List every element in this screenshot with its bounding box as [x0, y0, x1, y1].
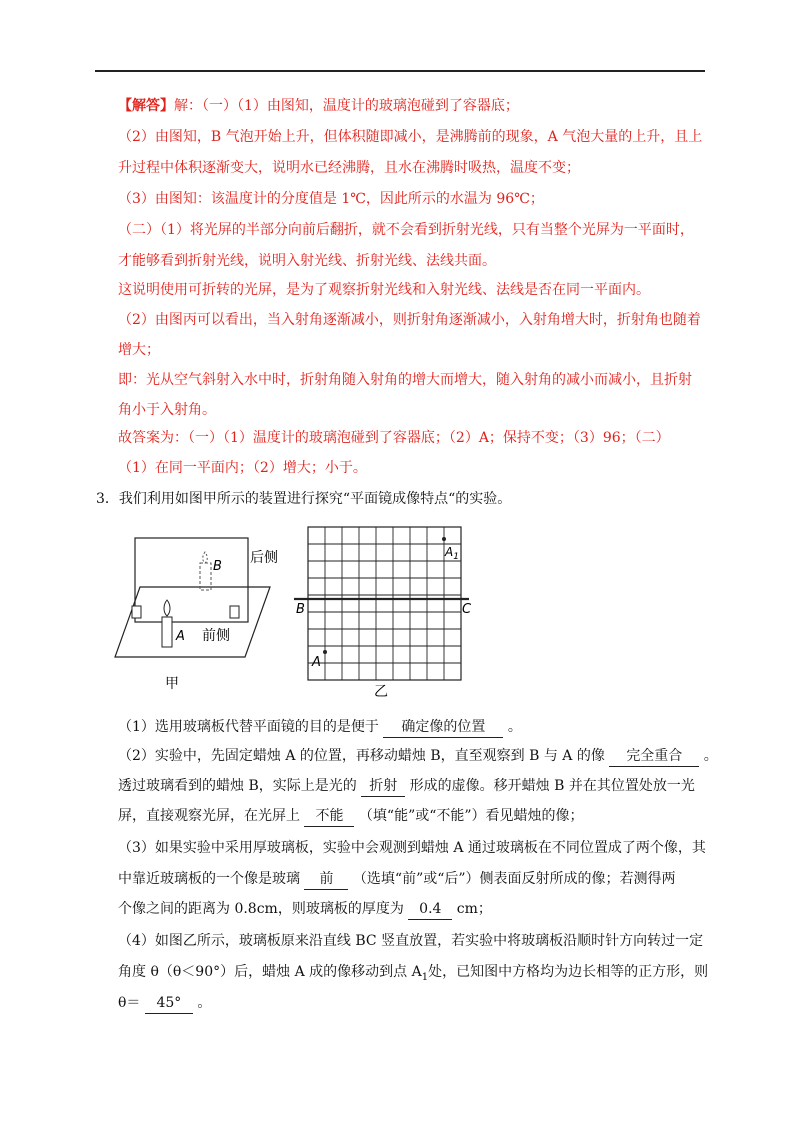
answer-line-6: 才能够看到折射光线，说明入射光线、折射光线、法线共面。: [118, 253, 496, 269]
label-a-yi: A: [312, 655, 321, 670]
q3-line-1: （3）如果实验中采用厚玻璃板，实验中会观测到蜡烛 A 通过玻璃板在不同位置成了两个像，其: [118, 840, 706, 856]
q4-line-1: （4）如图乙所示，玻璃板原来沿直线 BC 竖直放置，若实验中将玻璃板沿顺时针方向转过一定: [118, 933, 704, 949]
q2-text-1: （2）实验中，先固定蜡烛 A 的位置，再移动蜡烛 B，直至观察到 B 与 A 的像: [118, 748, 605, 764]
q3-line-3: [118, 899, 492, 920]
question-number: 3．: [96, 491, 119, 507]
caption-yi: 乙: [374, 684, 388, 698]
q1-end: 。: [507, 719, 522, 735]
grid: [308, 527, 461, 680]
label-b: B: [213, 559, 222, 574]
candle-b: [200, 563, 211, 590]
answer-line-3: 升过程中体积逐渐变大，说明水已经沸腾，且水在沸腾时吸热，温度不变；: [118, 160, 580, 176]
point-a: [323, 650, 327, 654]
answer-line-9: 增大；: [118, 342, 160, 358]
figure-yi: [290, 520, 475, 698]
answer-line-12: 故答案为：（一）（1）温度计的玻璃泡碰到了容器底；（2）A；保持不变；（3）96；（二）: [118, 430, 670, 446]
answer-line-7: 这说明使用可折转的光屏，是为了观察折射光线和入射光线、法线是否在同一平面内。: [118, 282, 650, 298]
q4-text-2: 角度 θ（θ＜90°）后，蜡烛 A 成的像移动到点 A: [118, 964, 422, 980]
q3-text-3: 个像之间的距离为 0.8cm，则玻璃板的厚度为: [118, 901, 404, 917]
q4-subscript: 1: [421, 971, 429, 983]
q1-answer: 确定像的位置: [383, 717, 503, 738]
q2-text-2: 透过玻璃看到的蜡烛 B，实际上是光的: [118, 778, 357, 794]
q3-text-3b: cm；: [456, 901, 492, 917]
q1-text: （1）选用玻璃板代替平面镜的目的是便于: [118, 719, 379, 735]
q4-end: 。: [197, 995, 212, 1011]
q2-line-3: [118, 806, 584, 827]
answer-tag: 【解答】: [118, 98, 174, 114]
q4-answer: 45°: [145, 993, 193, 1014]
point-a1: [442, 537, 446, 541]
q1-line: [118, 717, 522, 738]
q2-text-2b: 形成的虚像。移开蜡烛 B 并在其位置处放一光: [409, 778, 695, 794]
question-stem: [96, 489, 511, 509]
q3-text-2b: （选填“前”或“后”）侧表面反射所成的像；若测得两: [352, 871, 676, 887]
clamp-left: [132, 606, 141, 618]
label-b-yi: B: [296, 602, 305, 617]
candle-a-flame-icon: [164, 600, 170, 616]
q4-text-2b: 处，已知图中方格均为边长相等的正方形，则: [428, 964, 709, 980]
q4-line-2: [118, 962, 708, 988]
q3-line-2: [118, 869, 676, 890]
label-a1-yi: $A_1$: [445, 545, 459, 562]
q2-answer-1: 完全重合: [609, 746, 699, 767]
label-front: 前侧: [202, 628, 230, 644]
q2-end-1: 。: [703, 748, 718, 764]
question-stem-text: 我们利用如图甲所示的装置进行探究“平面镜成像特点“的实验。: [118, 491, 512, 507]
answer-line-8: （2）由图丙可以看出，当入射角逐渐减小，则折射角逐渐减小，入射角增大时，折射角也随着: [118, 312, 701, 328]
figure-jia: [110, 530, 285, 690]
q2-line-2: [118, 776, 695, 797]
label-c-yi: C: [462, 602, 472, 617]
clamp-right: [230, 606, 239, 618]
answer-line-1: [118, 96, 519, 116]
answer-line-10: 即：光从空气斜射入水中时，折射角随入射角的增大而增大，随入射角的减小而减小，且折射: [118, 372, 692, 388]
q2-text-3: 屏，直接观察光屏，在光屏上: [118, 808, 300, 824]
answer-line-11: 角小于入射角。: [118, 402, 216, 418]
answer-line-5: （二）（1）将光屏的半部分向前后翻折，就不会看到折射光线，只有当整个光屏为一平面时，: [118, 222, 694, 238]
answer-line-13: （1）在同一平面内；（2）增大；小于。: [118, 460, 367, 476]
q2-answer-2: 折射: [361, 776, 405, 797]
q4-line-3: [118, 993, 211, 1014]
label-a: A: [176, 629, 185, 644]
q3-answer-1: 前: [304, 869, 348, 890]
answer-line-4: （3）由图知：该温度计的分度值是 1℃，因此所示的水温为 96℃；: [118, 191, 544, 207]
q3-answer-2: 0.4: [408, 899, 452, 920]
caption-jia: 甲: [165, 676, 179, 690]
q2-answer-3: 不能: [304, 806, 354, 827]
label-back: 后侧: [250, 550, 278, 566]
candle-a: [162, 617, 172, 647]
answer-line-2: （2）由图知，B 气泡开始上升，但体积随即减小，是沸腾前的现象，A 气泡大量的上升，且上: [118, 129, 703, 145]
answer-text: 解：（一）（1）由图知，温度计的玻璃泡碰到了容器底；: [174, 98, 519, 114]
q4-text-3: θ＝: [118, 995, 141, 1011]
q3-text-2: 中靠近玻璃板的一个像是玻璃: [118, 871, 300, 887]
q2-text-3b: （填“能”或“不能”）看见蜡烛的像；: [358, 808, 584, 824]
q2-line-1: [118, 746, 718, 767]
candle-b-flame-icon: [203, 552, 208, 563]
header-rule: [95, 70, 705, 72]
